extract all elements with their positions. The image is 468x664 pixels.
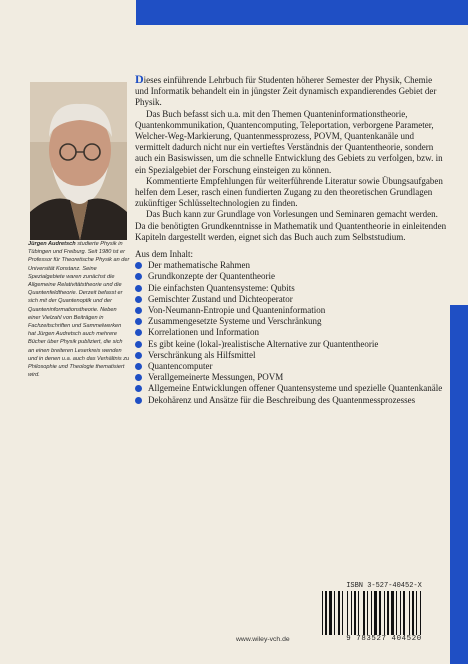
bullet-icon [135, 385, 142, 392]
bullet-icon [135, 285, 142, 292]
bullet-icon [135, 307, 142, 314]
bullet-icon [135, 296, 142, 303]
blurb-paragraph: Dieses einführende Lehrbuch für Studenten höherer Semester der Physik, Chemie und Informatik behandelt ein in jüngster Zeit dynamisch expandierendes Gebiet der Physik. [135, 72, 437, 108]
contents-item: Zusammengesetzte Systeme und Verschränkung [135, 316, 447, 327]
bullet-icon [135, 374, 142, 381]
author-name: Jürgen Audretsch [28, 241, 76, 247]
ean-number: 9 783527 404520 [346, 635, 422, 643]
barcode-icon [320, 591, 448, 635]
blurb-paragraph: Das Buch kann zur Grundlage von Vorlesungen und Seminaren gemacht werden. Da die benötigten Grundkenntnisse in Mathematik und Quantentheorie in einleitenden Kapiteln dargestellt werden, eignet sich das Buch auch zum Selbststudium. [135, 209, 447, 242]
contents-item: Der mathematische Rahmen [135, 260, 447, 271]
author-bio [28, 240, 130, 379]
publisher-website: www.wiley-vch.de [236, 636, 290, 643]
bullet-icon [135, 352, 142, 359]
contents-item: Verschränkung als Hilfsmittel [135, 350, 447, 361]
contents-item: Korrelationen und Information [135, 327, 447, 338]
right-accent-bar [450, 305, 468, 664]
contents-item: Verallgemeinerte Messungen, POVM [135, 372, 447, 383]
author-photo [30, 82, 127, 240]
contents-item: Gemischter Zustand und Dichteoperator [135, 294, 447, 305]
contents-item: Quantencomputer [135, 361, 447, 372]
bullet-icon [135, 318, 142, 325]
top-accent-bar [136, 0, 468, 25]
bullet-icon [135, 341, 142, 348]
blurb-paragraph: Das Buch befasst sich u.a. mit den Themen Quanteninformationstheorie, Quantenkommunikation, Quantencomputing, Teleportation, verborgene Parameter, Welcher-Weg-Markierung, Quantenmessprozess, POVM, Quantenkanäle und vermittelt dadurch nicht nur ein vertieftes Verständnis der Quantentheorie, sondern auch ein Basiswissen, um die schnelle Entwicklung des Gebiets zu verfolgen, bzw. in ein Spezialgebiet der Forschung einsteigen zu können. [135, 108, 443, 175]
isbn-label: ISBN 3-527-40452-X [346, 582, 422, 590]
barcode-block [320, 582, 448, 646]
blurb [135, 74, 447, 406]
contents-heading: Aus dem Inhalt: [135, 249, 193, 260]
contents-item: Dekohärenz und Ansätze für die Beschreibung des Quantenmessprozesses [135, 395, 447, 406]
contents-item: Es gibt keine (lokal-)realistische Alternative zur Quantentheorie [135, 339, 447, 350]
bullet-icon [135, 363, 142, 370]
bullet-icon [135, 273, 142, 280]
author-bio-text: studierte Physik in Tübingen und Freiburg. Seit 1980 ist er Professor für Theoretische Physik an der Universität Konstanz. Seine Spezialgebiete waren zunächst die Allgemeine Relativitätstheorie und die Quantenfeldtheorie. Derzeit befasst er sich mit der Quantenoptik und der Quanteninformationstheorie. Neben einer Vielzahl von Beiträgen in Fachzeitschriften und Sammelwerken hat Jürgen Audretsch auch mehrere Bücher über Physik publiziert, die sich an einen breiteren Leserkreis wenden und in denen u.a. auch das Verhältnis zu Philosophie und Theologie thematisiert wird. [28, 241, 130, 379]
contents-item: Von-Neumann-Entropie und Quanteninformation [135, 305, 447, 316]
contents-item: Allgemeine Entwicklungen offener Quantensysteme und spezielle Quantenkanäle [135, 383, 447, 394]
contents-item: Grundkonzepte der Quantentheorie [135, 271, 447, 282]
contents-list [135, 260, 447, 406]
bullet-icon [135, 329, 142, 336]
contents-item: Die einfachsten Quantensysteme: Qubits [135, 283, 447, 294]
bullet-icon [135, 262, 142, 269]
bullet-icon [135, 397, 142, 404]
blurb-paragraph: Kommentierte Empfehlungen für weiterführende Literatur sowie Übungsaufgaben helfen dem Leser, rasch einen fundierten Zugang zu den theoretischen Grundlagen zukünftiger Schlüsseltechnologien zu finden. [135, 175, 443, 209]
